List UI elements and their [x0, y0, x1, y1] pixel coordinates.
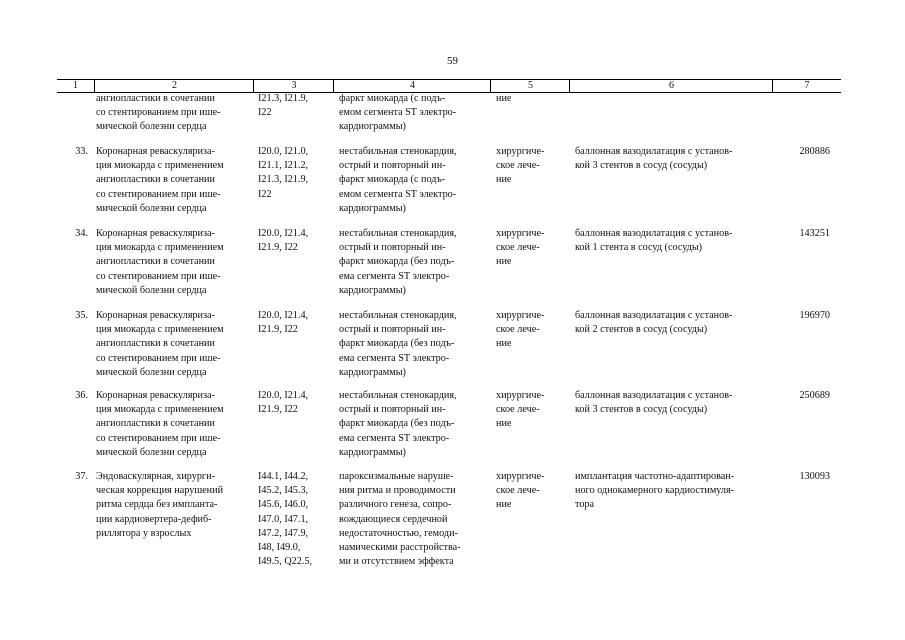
row-c4	[339, 227, 486, 298]
row-c4-line: острый и повторный ин-	[339, 242, 446, 254]
row-c6	[575, 227, 769, 255]
row-c3-line: I21.9, I22	[258, 242, 298, 254]
row-cost: 280886	[799, 146, 830, 157]
row-c2-line: мической болезни сердца	[96, 366, 207, 378]
row-cost: 196970	[799, 310, 830, 321]
row-number: 35.	[75, 310, 88, 321]
row-c6-line: имплантация частотно-адаптирован-	[575, 471, 735, 482]
row-c4-line: различного генеза, сопро-	[339, 499, 452, 511]
row-c6-line: тора	[575, 499, 595, 511]
row-c3-line: I21.1, I21.2,	[258, 160, 309, 172]
row-c5-line: ское лече-	[496, 242, 540, 254]
row-c3-line: I21.3, I21.9,	[258, 174, 309, 186]
row-c4-line: емом сегмента ST электро-	[339, 188, 457, 200]
continuation-c3	[258, 92, 330, 120]
row-c2-line: со стентированием при ише-	[96, 432, 221, 444]
row-c5	[496, 145, 566, 188]
row-c2-line: ция миокарда с применением	[96, 404, 224, 416]
continuation-c3-line: I22	[258, 107, 272, 119]
row-c4-line: фаркт миокарда (без подъ-	[339, 256, 455, 268]
row-c6-line: кой 3 стентов в сосуд (сосуды)	[575, 404, 708, 416]
row-c5-line: ское лече-	[496, 160, 540, 172]
row-c6-line: ного однокамерного кардиостимуля-	[575, 485, 735, 497]
row-c5-line: ское лече-	[496, 324, 540, 336]
header-col-6: 6	[569, 79, 773, 93]
row-c3	[258, 145, 330, 202]
continuation-c2-line: со стентированием при ише-	[96, 107, 221, 119]
row-c4-line: ема сегмента ST электро-	[339, 432, 450, 444]
row-c5-line: хирургиче-	[496, 146, 545, 157]
row-c3-line: I20.0, I21.4,	[258, 310, 309, 321]
row-c3-line: I20.0, I21.4,	[258, 390, 309, 401]
row-c2-line: Коронарная реваскуляриза-	[96, 228, 215, 239]
row-c4	[339, 309, 486, 380]
row-c4	[339, 389, 486, 460]
row-c2-line: Эндоваскулярная, хирурги-	[96, 471, 215, 482]
continuation-c4-line: кардиограммы)	[339, 121, 406, 133]
row-number: 36.	[75, 390, 88, 401]
row-c5-line: ское лече-	[496, 485, 540, 497]
header-col-1: 1	[57, 79, 94, 93]
continuation-c5-line: ние	[496, 93, 512, 104]
row-c4-line: кардиограммы)	[339, 446, 406, 458]
row-c3	[258, 227, 330, 255]
row-c5-line: ние	[496, 499, 512, 511]
header-col-3: 3	[253, 79, 334, 93]
row-c3	[258, 309, 330, 337]
row-c3-line: I20.0, I21.4,	[258, 228, 309, 239]
continuation-c4-line: емом сегмента ST электро-	[339, 107, 457, 119]
row-c5-line: хирургиче-	[496, 310, 545, 321]
row-c4-line: ема сегмента ST электро-	[339, 352, 450, 364]
row-c2-line: ция миокарда с применением	[96, 324, 224, 336]
row-c2-line: Коронарная реваскуляриза-	[96, 146, 215, 157]
header-col-7: 7	[772, 79, 841, 93]
row-c2-line: ции кардиовертера-дефиб-	[96, 513, 212, 525]
row-c4-line: ема сегмента ST электро-	[339, 270, 450, 282]
row-cost: 143251	[799, 228, 830, 239]
row-c4	[339, 145, 486, 216]
row-c5-line: ское лече-	[496, 404, 540, 416]
row-number: 34.	[75, 228, 88, 239]
page-number: 59	[447, 55, 458, 67]
row-c2-line: ангиопластики в сочетании	[96, 256, 215, 268]
row-c2	[96, 227, 248, 298]
header-col-4: 4	[333, 79, 491, 93]
row-c6	[575, 389, 769, 417]
continuation-c2	[96, 92, 248, 135]
row-c3-line: I21.9, I22	[258, 324, 298, 336]
row-cost: 130093	[799, 471, 830, 482]
continuation-c2-line: мической болезни сердца	[96, 121, 207, 133]
row-c5-line: ние	[496, 338, 512, 350]
row-c4	[339, 470, 486, 569]
row-c2-line: ангиопластики в сочетании	[96, 418, 215, 430]
row-c4-line: нестабильная стенокардия,	[339, 146, 457, 157]
row-c2-line: мической болезни сердца	[96, 446, 207, 458]
row-c5-line: ние	[496, 174, 512, 186]
row-c2-line: мической болезни сердца	[96, 284, 207, 296]
row-c3-line: I45.2, I45.3,	[258, 485, 309, 497]
row-c2-line: ритма сердца без импланта-	[96, 499, 218, 511]
row-c2-line: ция миокарда с применением	[96, 242, 224, 254]
row-cost: 250689	[799, 390, 830, 401]
row-c2-line: ангиопластики в сочетании	[96, 338, 215, 350]
row-c6-line: кой 3 стентов в сосуд (сосуды)	[575, 160, 708, 172]
row-c6-line: кой 1 стента в сосуд (сосуды)	[575, 242, 703, 254]
row-c5-line: ние	[496, 256, 512, 268]
row-number: 33.	[75, 146, 88, 157]
row-c4-line: кардиограммы)	[339, 366, 406, 378]
row-c2	[96, 145, 248, 216]
row-c3-line: I47.2, I47.9,	[258, 527, 309, 539]
row-c2-line: со стентированием при ише-	[96, 352, 221, 364]
row-c4-line: ми и отсутствием эффекта	[339, 556, 454, 568]
continuation-c4	[339, 92, 486, 135]
row-c5	[496, 389, 566, 432]
row-c2	[96, 470, 248, 541]
row-c6	[575, 145, 769, 173]
row-c2-line: ция миокарда с применением	[96, 160, 224, 172]
row-c2-line: со стентированием при ише-	[96, 188, 221, 200]
row-c3-line: I20.0, I21.0,	[258, 146, 309, 157]
continuation-c2-line: ангиопластики в сочетании	[96, 93, 215, 104]
row-number: 37.	[75, 471, 88, 482]
continuation-c5	[496, 92, 566, 106]
row-c2-line: Коронарная реваскуляриза-	[96, 390, 215, 401]
row-c3-line: I21.9, I22	[258, 404, 298, 416]
row-c2-line: мической болезни сердца	[96, 202, 207, 214]
header-col-5: 5	[490, 79, 570, 93]
header-col-2: 2	[94, 79, 254, 93]
row-c3	[258, 470, 330, 569]
row-c3-line: I49.5, Q22.5,	[258, 556, 313, 568]
row-c4-line: вождающиеся сердечной	[339, 513, 448, 525]
row-c2-line: ангиопластики в сочетании	[96, 174, 215, 186]
row-c5	[496, 470, 566, 513]
row-c2	[96, 389, 248, 460]
row-c5-line: ние	[496, 418, 512, 430]
row-c4-line: нестабильная стенокардия,	[339, 390, 457, 401]
row-c4-line: кардиограммы)	[339, 202, 406, 214]
row-c5-line: хирургиче-	[496, 390, 545, 401]
row-c6-line: баллонная вазодилатация с установ-	[575, 310, 733, 321]
row-c2-line: ческая коррекция нарушений	[96, 485, 224, 497]
row-c4-line: нестабильная стенокардия,	[339, 310, 457, 321]
row-c3-line: I44.1, I44.2,	[258, 471, 309, 482]
continuation-c4-line: фаркт миокарда (с подъ-	[339, 93, 446, 104]
row-c4-line: нестабильная стенокардия,	[339, 228, 457, 239]
continuation-c3-line: I21.3, I21.9,	[258, 93, 309, 104]
row-c6-line: баллонная вазодилатация с установ-	[575, 228, 733, 239]
table-header	[0, 79, 905, 92]
row-c4-line: кардиограммы)	[339, 284, 406, 296]
row-c4-line: фаркт миокарда (без подъ-	[339, 418, 455, 430]
row-c6-line: баллонная вазодилатация с установ-	[575, 146, 733, 157]
row-c2-line: риллятора у взрослых	[96, 527, 192, 539]
row-c3	[258, 389, 330, 417]
row-c6	[575, 309, 769, 337]
row-c3-line: I47.0, I47.1,	[258, 513, 309, 525]
row-c2-line: Коронарная реваскуляриза-	[96, 310, 215, 321]
row-c4-line: фаркт миокарда (без подъ-	[339, 338, 455, 350]
row-c4-line: недостаточностью, гемоди-	[339, 527, 458, 539]
row-c4-line: намическими расстройства-	[339, 541, 461, 553]
row-c5	[496, 309, 566, 352]
row-c2	[96, 309, 248, 380]
row-c4-line: острый и повторный ин-	[339, 404, 446, 416]
row-c4-line: ния ритма и проводимости	[339, 485, 456, 497]
row-c6-line: кой 2 стентов в сосуд (сосуды)	[575, 324, 708, 336]
row-c4-line: пароксизмальные наруше-	[339, 471, 454, 482]
row-c5-line: хирургиче-	[496, 471, 545, 482]
row-c5	[496, 227, 566, 270]
row-c5-line: хирургиче-	[496, 228, 545, 239]
row-c3-line: I45.6, I46.0,	[258, 499, 309, 511]
row-c2-line: со стентированием при ише-	[96, 270, 221, 282]
row-c4-line: острый и повторный ин-	[339, 324, 446, 336]
row-c3-line: I48, I49.0,	[258, 541, 301, 553]
row-c6-line: баллонная вазодилатация с установ-	[575, 390, 733, 401]
row-c6	[575, 470, 769, 513]
row-c4-line: острый и повторный ин-	[339, 160, 446, 172]
row-c3-line: I22	[258, 188, 272, 200]
row-c4-line: фаркт миокарда (с подъ-	[339, 174, 446, 186]
